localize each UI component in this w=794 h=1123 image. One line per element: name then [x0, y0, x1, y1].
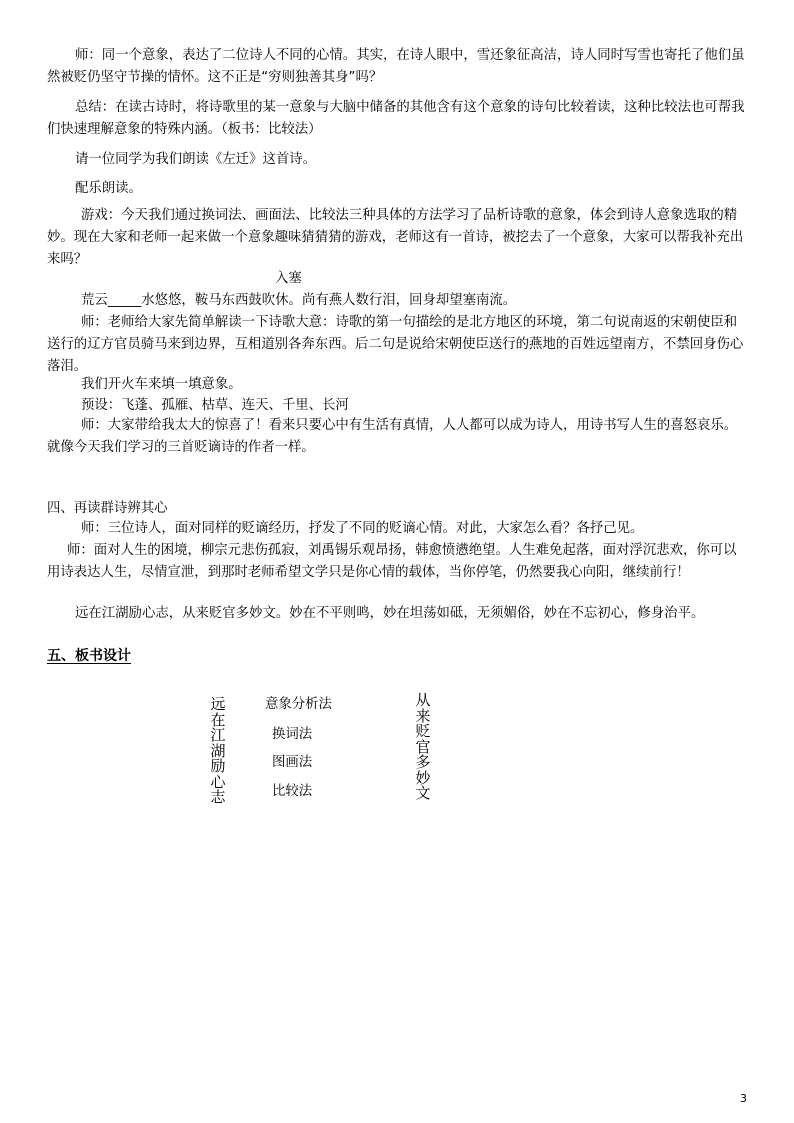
board-right-char: 妙: [415, 768, 431, 787]
board-left-vertical: [210, 697, 226, 806]
paragraph-teacher-snow: 师：同一个意象，表达了二位诗人不同的心情。其实，在诗人眼中，雪还象征高洁，诗人同时写雪也寄托了他们虽然被贬仍坚守节操的情怀。这不正是“穷则独善其身”吗？: [47, 48, 745, 85]
paragraph-summary: 总结：在读古诗时，将诗歌里的某一意象与大脑中储备的其他含有这个意象的诗句比较着读，这种比较法也可帮我们快速理解意象的特殊内涵。（板书：比较法）: [47, 100, 745, 137]
page-number: 3: [740, 1092, 747, 1105]
paragraph-train-game: 我们开火车来填一填意象。: [81, 377, 242, 392]
paragraph-teacher-surprise: 师：大家带给我太大的惊喜了！看来只要心中有生活有真情，人人都可以成为诗人，用诗书写人生的喜怒哀乐。就像今天我们学习的三首贬谪诗的作者一样。: [47, 418, 738, 455]
paragraph-three-poets: 师：三位诗人，面对同样的贬谪经历，抒发了不同的贬谪心情。对此，大家怎么看？各抒己见。: [81, 521, 644, 536]
board-right-char: 文: [415, 784, 431, 802]
board-right-char: 贬: [415, 722, 431, 740]
paragraph-read-request: 请一位同学为我们朗读《左迁》这首诗。: [75, 152, 317, 167]
board-left-char: 在: [210, 710, 226, 729]
paragraph-life-difficulties: 师：面对人生的困境，柳宗元悲伤孤寂，刘禹锡乐观昂扬，韩愈愤懑绝望。人生难免起落，面对浮沉悲欢，你可以用诗表达人生，尽情宣泄，到那时老师希望文学只是你心情的载体，当你停笔，仍然要我心向阳，继续前行！: [47, 543, 737, 580]
poem-line: 荒云_____水悠悠，鞍马东西鼓吹休。尚有燕人数行泪，回身却望塞南流。: [81, 293, 517, 308]
board-method-compare: 比较法: [272, 784, 313, 799]
section-5-heading: 五、板书设计: [47, 648, 131, 664]
board-method-word-swap: 换词法: [272, 727, 313, 742]
board-right-char: 来: [415, 706, 431, 725]
paragraph-game: 游戏：今天我们通过换词法、画面法、比较法三种具体的方法学习了品析诗歌的意象，体会到诗人意象选取的精妙。现在大家和老师一起来做一个意象趣味猜猜猜的游戏，老师这有一首诗，被挖去了一个意象，大家可以帮我补充出来吗？: [47, 208, 744, 267]
board-left-char: 江: [210, 726, 226, 744]
board-left-char: 湖: [210, 741, 226, 760]
board-left-char: 远: [210, 695, 226, 713]
board-method-analysis: 意象分析法: [265, 697, 332, 712]
board-right-char: 从: [415, 691, 431, 709]
paragraph-music-reading: 配乐朗读。: [75, 181, 142, 196]
board-right-char: 多: [415, 753, 431, 771]
board-left-char: 志: [210, 788, 226, 806]
section-4-heading: 四、再读群诗辨其心: [47, 501, 168, 516]
paragraph-poem-explanation: 师：老师给大家先简单解读一下诗歌大意：诗歌的第一句描绘的是北方地区的环境，第二句说南返的宋朝使臣和送行的辽方官员骑马来到边界，互相道别各奔东西。后二句是说给宋朝使臣送行的燕地的百姓远望南方，不禁回身伤心落泪。: [47, 315, 744, 374]
board-method-picture: 图画法: [272, 755, 313, 770]
board-left-char: 励: [210, 757, 226, 775]
board-left-char: 心: [210, 772, 226, 791]
paragraph-preset: 预设：飞蓬、孤雁、枯草、连天、千里、长河: [81, 398, 349, 413]
paragraph-conclusion: 远在江湖励心志，从来贬官多妙文。妙在不平则鸣，妙在坦荡如砥，无须媚俗，妙在不忘初心，修身治平。: [75, 606, 705, 621]
board-right-char: 官: [415, 737, 431, 756]
board-right-vertical: [415, 693, 431, 802]
poem-title: 入塞: [275, 271, 302, 286]
